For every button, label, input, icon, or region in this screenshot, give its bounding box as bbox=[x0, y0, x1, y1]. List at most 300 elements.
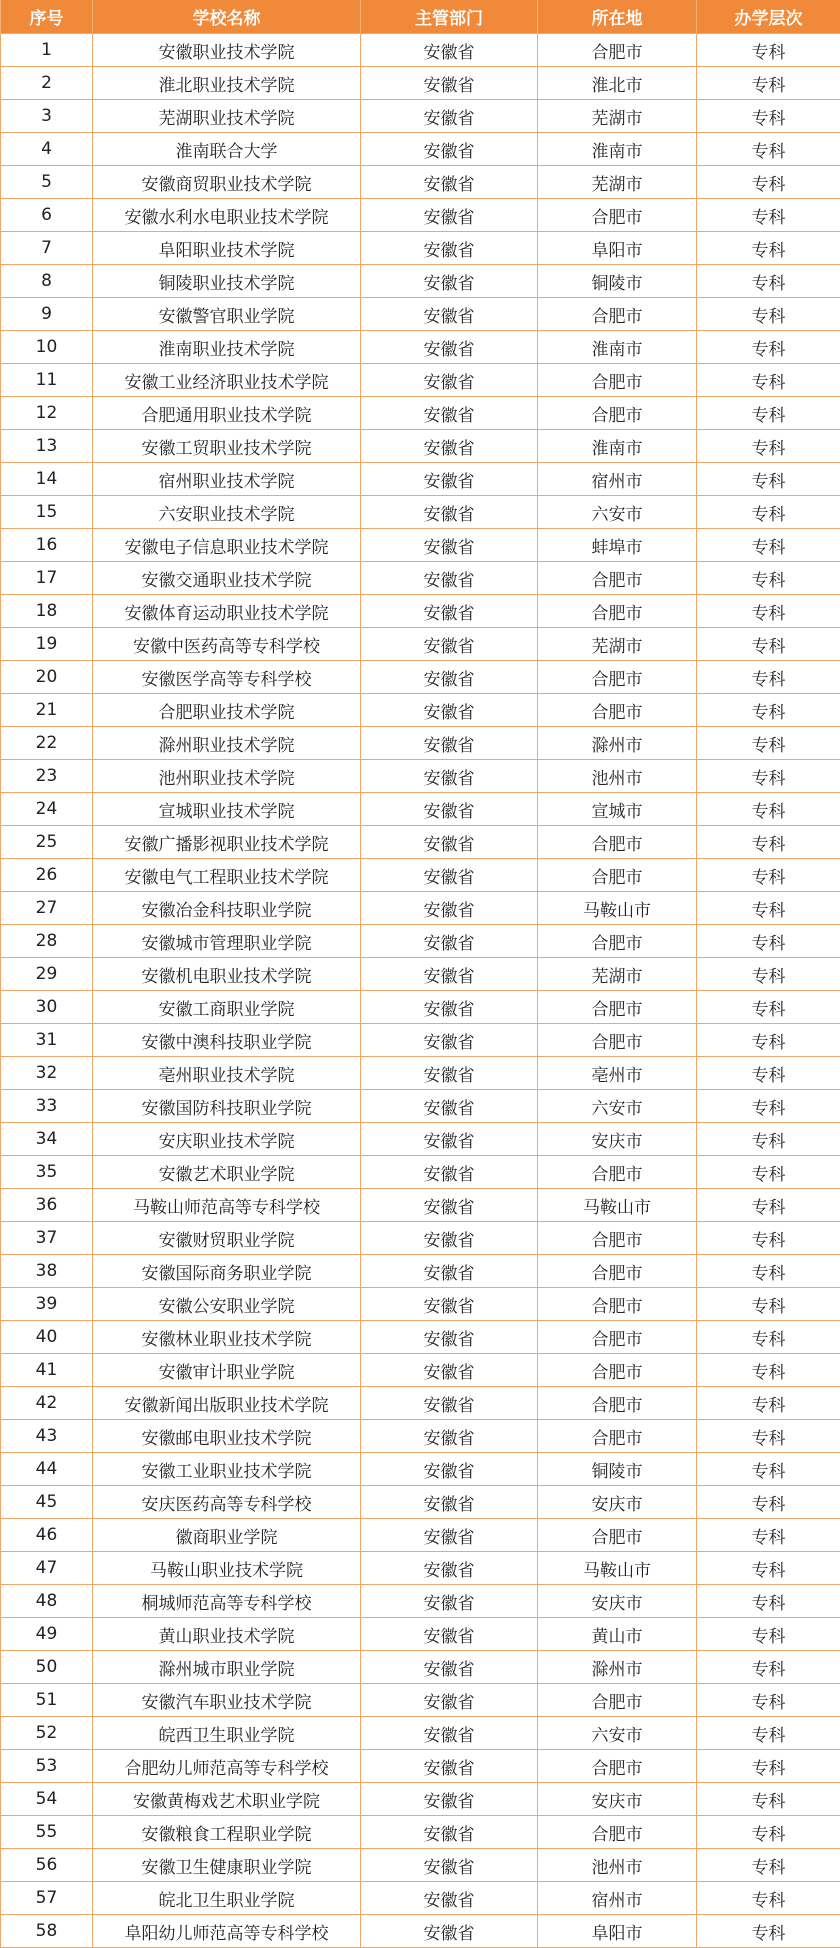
cell-location: 合肥市 bbox=[538, 199, 697, 232]
cell-department: 安徽省 bbox=[361, 958, 538, 991]
cell-department: 安徽省 bbox=[361, 1486, 538, 1519]
cell-level: 专科 bbox=[697, 232, 840, 265]
table-row bbox=[1, 1783, 840, 1816]
cell-department: 安徽省 bbox=[361, 1849, 538, 1882]
cell-school-name: 安徽冶金科技职业学院 bbox=[93, 892, 361, 925]
cell-level: 专科 bbox=[697, 1816, 840, 1849]
cell-level: 专科 bbox=[697, 1024, 840, 1057]
table-row bbox=[1, 199, 840, 232]
cell-department: 安徽省 bbox=[361, 562, 538, 595]
cell-location: 芜湖市 bbox=[538, 166, 697, 199]
cell-department: 安徽省 bbox=[361, 1882, 538, 1915]
cell-level: 专科 bbox=[697, 496, 840, 529]
cell-level: 专科 bbox=[697, 1156, 840, 1189]
cell-level: 专科 bbox=[697, 1882, 840, 1915]
cell-location: 合肥市 bbox=[538, 1816, 697, 1849]
cell-level: 专科 bbox=[697, 628, 840, 661]
cell-level: 专科 bbox=[697, 1552, 840, 1585]
table-row bbox=[1, 826, 840, 859]
cell-index: 29 bbox=[1, 958, 93, 991]
cell-location: 池州市 bbox=[538, 1849, 697, 1882]
cell-index: 5 bbox=[1, 166, 93, 199]
cell-index: 20 bbox=[1, 661, 93, 694]
cell-index: 22 bbox=[1, 727, 93, 760]
cell-school-name: 安徽工贸职业技术学院 bbox=[93, 430, 361, 463]
cell-location: 阜阳市 bbox=[538, 1915, 697, 1948]
cell-location: 淮南市 bbox=[538, 430, 697, 463]
cell-index: 26 bbox=[1, 859, 93, 892]
cell-level: 专科 bbox=[697, 529, 840, 562]
cell-index: 16 bbox=[1, 529, 93, 562]
cell-location: 合肥市 bbox=[538, 34, 697, 67]
cell-department: 安徽省 bbox=[361, 1189, 538, 1222]
cell-school-name: 安徽财贸职业学院 bbox=[93, 1222, 361, 1255]
cell-department: 安徽省 bbox=[361, 166, 538, 199]
cell-school-name: 安徽林业职业技术学院 bbox=[93, 1321, 361, 1354]
cell-index: 31 bbox=[1, 1024, 93, 1057]
table-row bbox=[1, 1552, 840, 1585]
table-row bbox=[1, 1849, 840, 1882]
cell-location: 淮南市 bbox=[538, 331, 697, 364]
cell-location: 宿州市 bbox=[538, 463, 697, 496]
cell-department: 安徽省 bbox=[361, 892, 538, 925]
cell-department: 安徽省 bbox=[361, 1585, 538, 1618]
cell-location: 合肥市 bbox=[538, 1222, 697, 1255]
cell-index: 19 bbox=[1, 628, 93, 661]
cell-index: 24 bbox=[1, 793, 93, 826]
cell-level: 专科 bbox=[697, 34, 840, 67]
table-row bbox=[1, 133, 840, 166]
cell-level: 专科 bbox=[697, 661, 840, 694]
cell-level: 专科 bbox=[697, 1684, 840, 1717]
cell-department: 安徽省 bbox=[361, 595, 538, 628]
cell-school-name: 安徽广播影视职业技术学院 bbox=[93, 826, 361, 859]
cell-index: 11 bbox=[1, 364, 93, 397]
cell-location: 芜湖市 bbox=[538, 958, 697, 991]
cell-level: 专科 bbox=[697, 1453, 840, 1486]
cell-location: 亳州市 bbox=[538, 1057, 697, 1090]
table-row bbox=[1, 1288, 840, 1321]
cell-school-name: 合肥职业技术学院 bbox=[93, 694, 361, 727]
table-row bbox=[1, 1519, 840, 1552]
cell-location: 池州市 bbox=[538, 760, 697, 793]
cell-school-name: 淮南职业技术学院 bbox=[93, 331, 361, 364]
cell-school-name: 黄山职业技术学院 bbox=[93, 1618, 361, 1651]
cell-index: 47 bbox=[1, 1552, 93, 1585]
cell-index: 4 bbox=[1, 133, 93, 166]
header-department: 主管部门 bbox=[361, 0, 538, 34]
cell-level: 专科 bbox=[697, 331, 840, 364]
table-row bbox=[1, 1057, 840, 1090]
cell-school-name: 安徽黄梅戏艺术职业学院 bbox=[93, 1783, 361, 1816]
table-row bbox=[1, 1453, 840, 1486]
cell-level: 专科 bbox=[697, 199, 840, 232]
cell-location: 合肥市 bbox=[538, 661, 697, 694]
cell-department: 安徽省 bbox=[361, 1024, 538, 1057]
cell-location: 合肥市 bbox=[538, 595, 697, 628]
cell-index: 18 bbox=[1, 595, 93, 628]
cell-school-name: 安徽警官职业学院 bbox=[93, 298, 361, 331]
cell-location: 六安市 bbox=[538, 1717, 697, 1750]
cell-location: 阜阳市 bbox=[538, 232, 697, 265]
cell-level: 专科 bbox=[697, 1057, 840, 1090]
cell-school-name: 阜阳幼儿师范高等专科学校 bbox=[93, 1915, 361, 1948]
cell-department: 安徽省 bbox=[361, 760, 538, 793]
cell-location: 芜湖市 bbox=[538, 100, 697, 133]
cell-level: 专科 bbox=[697, 1783, 840, 1816]
table-row bbox=[1, 166, 840, 199]
cell-level: 专科 bbox=[697, 1387, 840, 1420]
cell-location: 黄山市 bbox=[538, 1618, 697, 1651]
cell-location: 合肥市 bbox=[538, 364, 697, 397]
cell-index: 7 bbox=[1, 232, 93, 265]
cell-school-name: 安徽新闻出版职业技术学院 bbox=[93, 1387, 361, 1420]
cell-school-name: 宣城职业技术学院 bbox=[93, 793, 361, 826]
table-row bbox=[1, 1585, 840, 1618]
cell-index: 48 bbox=[1, 1585, 93, 1618]
cell-department: 安徽省 bbox=[361, 991, 538, 1024]
table-row bbox=[1, 628, 840, 661]
cell-department: 安徽省 bbox=[361, 1222, 538, 1255]
cell-index: 50 bbox=[1, 1651, 93, 1684]
cell-index: 39 bbox=[1, 1288, 93, 1321]
cell-location: 合肥市 bbox=[538, 1420, 697, 1453]
cell-school-name: 滁州职业技术学院 bbox=[93, 727, 361, 760]
cell-location: 合肥市 bbox=[538, 1684, 697, 1717]
cell-level: 专科 bbox=[697, 100, 840, 133]
table-row bbox=[1, 298, 840, 331]
table-row bbox=[1, 364, 840, 397]
cell-location: 六安市 bbox=[538, 496, 697, 529]
cell-school-name: 芜湖职业技术学院 bbox=[93, 100, 361, 133]
cell-index: 13 bbox=[1, 430, 93, 463]
table-row bbox=[1, 793, 840, 826]
cell-school-name: 安徽电气工程职业技术学院 bbox=[93, 859, 361, 892]
table-row bbox=[1, 496, 840, 529]
table-row bbox=[1, 1189, 840, 1222]
cell-department: 安徽省 bbox=[361, 133, 538, 166]
cell-index: 6 bbox=[1, 199, 93, 232]
cell-index: 42 bbox=[1, 1387, 93, 1420]
cell-department: 安徽省 bbox=[361, 496, 538, 529]
table-row bbox=[1, 892, 840, 925]
cell-department: 安徽省 bbox=[361, 1552, 538, 1585]
cell-department: 安徽省 bbox=[361, 1651, 538, 1684]
cell-index: 46 bbox=[1, 1519, 93, 1552]
cell-index: 34 bbox=[1, 1123, 93, 1156]
cell-index: 15 bbox=[1, 496, 93, 529]
table-row bbox=[1, 1882, 840, 1915]
table-row bbox=[1, 1717, 840, 1750]
table-row bbox=[1, 1816, 840, 1849]
cell-level: 专科 bbox=[697, 991, 840, 1024]
cell-school-name: 安徽电子信息职业技术学院 bbox=[93, 529, 361, 562]
table-row bbox=[1, 1420, 840, 1453]
cell-index: 3 bbox=[1, 100, 93, 133]
table-row bbox=[1, 859, 840, 892]
cell-index: 8 bbox=[1, 265, 93, 298]
cell-level: 专科 bbox=[697, 67, 840, 100]
cell-level: 专科 bbox=[697, 826, 840, 859]
cell-location: 马鞍山市 bbox=[538, 892, 697, 925]
cell-department: 安徽省 bbox=[361, 1090, 538, 1123]
cell-level: 专科 bbox=[697, 760, 840, 793]
cell-department: 安徽省 bbox=[361, 694, 538, 727]
cell-school-name: 马鞍山职业技术学院 bbox=[93, 1552, 361, 1585]
cell-location: 安庆市 bbox=[538, 1123, 697, 1156]
cell-department: 安徽省 bbox=[361, 1321, 538, 1354]
cell-school-name: 安徽国际商务职业学院 bbox=[93, 1255, 361, 1288]
table-row bbox=[1, 265, 840, 298]
cell-index: 10 bbox=[1, 331, 93, 364]
cell-school-name: 安徽职业技术学院 bbox=[93, 34, 361, 67]
cell-level: 专科 bbox=[697, 925, 840, 958]
cell-school-name: 六安职业技术学院 bbox=[93, 496, 361, 529]
cell-location: 合肥市 bbox=[538, 991, 697, 1024]
cell-index: 55 bbox=[1, 1816, 93, 1849]
cell-index: 27 bbox=[1, 892, 93, 925]
cell-department: 安徽省 bbox=[361, 727, 538, 760]
table-row bbox=[1, 232, 840, 265]
cell-index: 56 bbox=[1, 1849, 93, 1882]
cell-level: 专科 bbox=[697, 1090, 840, 1123]
cell-level: 专科 bbox=[697, 166, 840, 199]
cell-index: 44 bbox=[1, 1453, 93, 1486]
cell-school-name: 徽商职业学院 bbox=[93, 1519, 361, 1552]
header-index: 序号 bbox=[1, 0, 93, 34]
cell-school-name: 安徽工业经济职业技术学院 bbox=[93, 364, 361, 397]
cell-school-name: 阜阳职业技术学院 bbox=[93, 232, 361, 265]
table-row bbox=[1, 1156, 840, 1189]
cell-index: 32 bbox=[1, 1057, 93, 1090]
cell-school-name: 铜陵职业技术学院 bbox=[93, 265, 361, 298]
cell-index: 45 bbox=[1, 1486, 93, 1519]
cell-location: 合肥市 bbox=[538, 562, 697, 595]
table-row bbox=[1, 1387, 840, 1420]
cell-department: 安徽省 bbox=[361, 265, 538, 298]
cell-level: 专科 bbox=[697, 1717, 840, 1750]
cell-index: 52 bbox=[1, 1717, 93, 1750]
cell-level: 专科 bbox=[697, 1222, 840, 1255]
cell-level: 专科 bbox=[697, 562, 840, 595]
cell-level: 专科 bbox=[697, 595, 840, 628]
cell-index: 35 bbox=[1, 1156, 93, 1189]
table-row bbox=[1, 1354, 840, 1387]
cell-school-name: 安徽国防科技职业学院 bbox=[93, 1090, 361, 1123]
cell-school-name: 安庆医药高等专科学校 bbox=[93, 1486, 361, 1519]
cell-department: 安徽省 bbox=[361, 232, 538, 265]
cell-level: 专科 bbox=[697, 430, 840, 463]
cell-school-name: 安庆职业技术学院 bbox=[93, 1123, 361, 1156]
header-school-name: 学校名称 bbox=[93, 0, 361, 34]
cell-department: 安徽省 bbox=[361, 331, 538, 364]
table-row bbox=[1, 331, 840, 364]
cell-department: 安徽省 bbox=[361, 1783, 538, 1816]
cell-school-name: 安徽机电职业技术学院 bbox=[93, 958, 361, 991]
cell-school-name: 安徽商贸职业技术学院 bbox=[93, 166, 361, 199]
cell-school-name: 安徽水利水电职业技术学院 bbox=[93, 199, 361, 232]
cell-school-name: 安徽中医药高等专科学校 bbox=[93, 628, 361, 661]
cell-level: 专科 bbox=[697, 859, 840, 892]
cell-location: 芜湖市 bbox=[538, 628, 697, 661]
cell-location: 合肥市 bbox=[538, 298, 697, 331]
table-body bbox=[1, 34, 840, 1948]
cell-school-name: 马鞍山师范高等专科学校 bbox=[93, 1189, 361, 1222]
cell-index: 54 bbox=[1, 1783, 93, 1816]
cell-location: 滁州市 bbox=[538, 1651, 697, 1684]
header-location: 所在地 bbox=[538, 0, 697, 34]
cell-department: 安徽省 bbox=[361, 199, 538, 232]
cell-level: 专科 bbox=[697, 1321, 840, 1354]
cell-index: 21 bbox=[1, 694, 93, 727]
cell-school-name: 宿州职业技术学院 bbox=[93, 463, 361, 496]
cell-location: 安庆市 bbox=[538, 1783, 697, 1816]
cell-location: 宣城市 bbox=[538, 793, 697, 826]
cell-department: 安徽省 bbox=[361, 1354, 538, 1387]
cell-level: 专科 bbox=[697, 298, 840, 331]
cell-index: 33 bbox=[1, 1090, 93, 1123]
cell-index: 9 bbox=[1, 298, 93, 331]
cell-location: 六安市 bbox=[538, 1090, 697, 1123]
cell-school-name: 安徽粮食工程职业学院 bbox=[93, 1816, 361, 1849]
cell-school-name: 安徽医学高等专科学校 bbox=[93, 661, 361, 694]
cell-school-name: 安徽卫生健康职业学院 bbox=[93, 1849, 361, 1882]
cell-school-name: 安徽汽车职业技术学院 bbox=[93, 1684, 361, 1717]
cell-department: 安徽省 bbox=[361, 793, 538, 826]
table-row bbox=[1, 529, 840, 562]
cell-index: 57 bbox=[1, 1882, 93, 1915]
cell-index: 14 bbox=[1, 463, 93, 496]
cell-level: 专科 bbox=[697, 1915, 840, 1948]
cell-index: 1 bbox=[1, 34, 93, 67]
cell-location: 蚌埠市 bbox=[538, 529, 697, 562]
cell-index: 25 bbox=[1, 826, 93, 859]
cell-department: 安徽省 bbox=[361, 1816, 538, 1849]
cell-department: 安徽省 bbox=[361, 1453, 538, 1486]
cell-location: 合肥市 bbox=[538, 1024, 697, 1057]
cell-level: 专科 bbox=[697, 463, 840, 496]
cell-school-name: 安徽城市管理职业学院 bbox=[93, 925, 361, 958]
cell-level: 专科 bbox=[697, 1519, 840, 1552]
table-row bbox=[1, 463, 840, 496]
cell-school-name: 安徽中澳科技职业学院 bbox=[93, 1024, 361, 1057]
cell-level: 专科 bbox=[697, 793, 840, 826]
cell-location: 安庆市 bbox=[538, 1585, 697, 1618]
cell-location: 合肥市 bbox=[538, 1387, 697, 1420]
cell-location: 安庆市 bbox=[538, 1486, 697, 1519]
cell-school-name: 池州职业技术学院 bbox=[93, 760, 361, 793]
cell-school-name: 安徽审计职业学院 bbox=[93, 1354, 361, 1387]
cell-level: 专科 bbox=[697, 1651, 840, 1684]
table-row bbox=[1, 1024, 840, 1057]
cell-level: 专科 bbox=[697, 1189, 840, 1222]
cell-index: 28 bbox=[1, 925, 93, 958]
cell-school-name: 合肥通用职业技术学院 bbox=[93, 397, 361, 430]
cell-location: 合肥市 bbox=[538, 1750, 697, 1783]
cell-school-name: 滁州城市职业学院 bbox=[93, 1651, 361, 1684]
cell-index: 37 bbox=[1, 1222, 93, 1255]
cell-location: 淮南市 bbox=[538, 133, 697, 166]
table-row bbox=[1, 1222, 840, 1255]
cell-level: 专科 bbox=[697, 364, 840, 397]
cell-index: 53 bbox=[1, 1750, 93, 1783]
cell-index: 43 bbox=[1, 1420, 93, 1453]
cell-level: 专科 bbox=[697, 1123, 840, 1156]
table-row bbox=[1, 67, 840, 100]
cell-school-name: 淮南联合大学 bbox=[93, 133, 361, 166]
cell-department: 安徽省 bbox=[361, 1387, 538, 1420]
cell-department: 安徽省 bbox=[361, 100, 538, 133]
table-row bbox=[1, 430, 840, 463]
cell-school-name: 皖北卫生职业学院 bbox=[93, 1882, 361, 1915]
cell-department: 安徽省 bbox=[361, 1123, 538, 1156]
cell-location: 合肥市 bbox=[538, 1519, 697, 1552]
table-row bbox=[1, 1915, 840, 1948]
cell-school-name: 皖西卫生职业学院 bbox=[93, 1717, 361, 1750]
cell-index: 30 bbox=[1, 991, 93, 1024]
table-row bbox=[1, 760, 840, 793]
cell-level: 专科 bbox=[697, 1750, 840, 1783]
table-row bbox=[1, 925, 840, 958]
table-row bbox=[1, 1123, 840, 1156]
cell-level: 专科 bbox=[697, 727, 840, 760]
cell-department: 安徽省 bbox=[361, 34, 538, 67]
cell-department: 安徽省 bbox=[361, 1057, 538, 1090]
table-row bbox=[1, 1486, 840, 1519]
table-row bbox=[1, 100, 840, 133]
header-level: 办学层次 bbox=[697, 0, 840, 34]
table-row bbox=[1, 1684, 840, 1717]
cell-level: 专科 bbox=[697, 1420, 840, 1453]
cell-department: 安徽省 bbox=[361, 463, 538, 496]
cell-location: 马鞍山市 bbox=[538, 1189, 697, 1222]
cell-index: 58 bbox=[1, 1915, 93, 1948]
table-row bbox=[1, 1321, 840, 1354]
cell-location: 宿州市 bbox=[538, 1882, 697, 1915]
cell-location: 合肥市 bbox=[538, 1156, 697, 1189]
cell-index: 38 bbox=[1, 1255, 93, 1288]
cell-index: 41 bbox=[1, 1354, 93, 1387]
table-row bbox=[1, 1618, 840, 1651]
table-row bbox=[1, 595, 840, 628]
cell-location: 合肥市 bbox=[538, 1255, 697, 1288]
cell-department: 安徽省 bbox=[361, 1618, 538, 1651]
cell-school-name: 亳州职业技术学院 bbox=[93, 1057, 361, 1090]
cell-department: 安徽省 bbox=[361, 1915, 538, 1948]
cell-level: 专科 bbox=[697, 694, 840, 727]
cell-department: 安徽省 bbox=[361, 430, 538, 463]
cell-school-name: 淮北职业技术学院 bbox=[93, 67, 361, 100]
cell-school-name: 合肥幼儿师范高等专科学校 bbox=[93, 1750, 361, 1783]
cell-location: 合肥市 bbox=[538, 397, 697, 430]
cell-department: 安徽省 bbox=[361, 826, 538, 859]
cell-level: 专科 bbox=[697, 133, 840, 166]
cell-location: 合肥市 bbox=[538, 1354, 697, 1387]
cell-index: 36 bbox=[1, 1189, 93, 1222]
table-row bbox=[1, 694, 840, 727]
cell-level: 专科 bbox=[697, 1288, 840, 1321]
table-row bbox=[1, 1651, 840, 1684]
cell-level: 专科 bbox=[697, 1486, 840, 1519]
cell-location: 合肥市 bbox=[538, 1321, 697, 1354]
cell-location: 合肥市 bbox=[538, 826, 697, 859]
cell-location: 铜陵市 bbox=[538, 1453, 697, 1486]
cell-location: 合肥市 bbox=[538, 859, 697, 892]
table-row bbox=[1, 1090, 840, 1123]
cell-location: 合肥市 bbox=[538, 694, 697, 727]
table-row bbox=[1, 562, 840, 595]
cell-school-name: 安徽工商职业学院 bbox=[93, 991, 361, 1024]
